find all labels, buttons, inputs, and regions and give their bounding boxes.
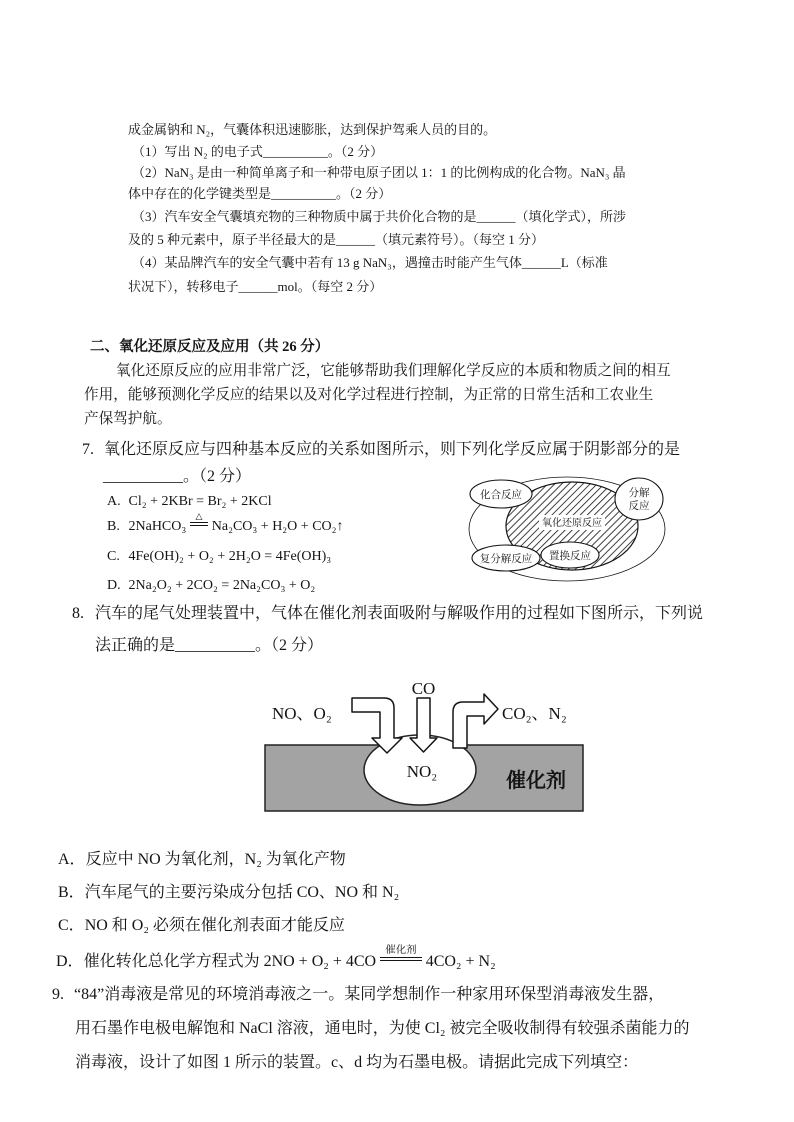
outflow-gases-label: CO₂、N₂ [502, 704, 567, 723]
option-b [58, 883, 399, 902]
equation: 4Fe(OH)₂ + O₂ + 2H₂O = 4Fe(OH)₃ [128, 549, 332, 564]
question-number: 7. [82, 441, 94, 458]
option-label: B. [107, 519, 120, 534]
sub-question-2-cont: 体中存在的化学键类型是__________。（2 分） [128, 186, 392, 201]
displacement-label: 置换反应 [549, 551, 591, 562]
question-number: 8. [72, 605, 84, 622]
option-text: 汽车尾气的主要污染成分包括 CO、NO 和 N₂ [84, 884, 400, 901]
question-9-text: 消毒液，设计了如图 1 所示的装置。c、d 均为石墨电极。请据此完成下列填空： [75, 1054, 639, 1071]
option-label: D． [56, 953, 84, 970]
condition-label: 催化剂 [385, 945, 417, 957]
question-8-answer-blank: 法正确的是__________。（2 分） [95, 637, 324, 654]
equals-sign [380, 957, 422, 961]
combination-label: 化合反应 [480, 490, 522, 501]
option-label: B． [58, 884, 85, 901]
option-a [107, 494, 272, 511]
question-text: 氧化还原反应与四种基本反应的关系如图所示，则下列化学反应属于阴影部分的是 [104, 441, 681, 458]
catalyst-condition-sign [380, 945, 422, 961]
question-number: 9. [52, 986, 64, 1003]
question-text: 汽车的尾气处理装置中，气体在催化剂表面吸附与解吸作用的过程如下图所示，下列说 [95, 605, 704, 622]
question-9-stem [52, 985, 664, 1004]
redox-label: 氧化还原反应 [542, 518, 602, 529]
decomposition-label: 分解 [628, 488, 650, 499]
intro-line: 氧化还原反应的应用非常广泛，它能够帮助我们理解化学反应的本质和物质之间的相互 [116, 363, 671, 379]
option-c [58, 916, 345, 935]
intro-line: 作用，能够预测化学反应的结果以及对化学过程进行控制，为正常的日常生活和工农业生 [84, 387, 654, 403]
option-label: D. [107, 578, 121, 593]
option-a [58, 850, 346, 869]
question-7-answer-blank: __________。（2 分） [103, 468, 252, 485]
sub-question-2: （2）NaN₃ 是由一种简单离子和一种带电原子团以 1：1 的比例构成的化合物。NaN₃ 晶 [132, 165, 626, 180]
no2-label: NO₂ [406, 762, 438, 781]
equation: 2Na₂O₂ + 2CO₂ = 2Na₂CO₃ + O₂ [128, 578, 316, 593]
equation-products: 4CO₂ + N₂ [425, 953, 496, 970]
catalyst-label: 催化剂 [506, 770, 566, 792]
question-text: “84”消毒液是常见的环境消毒液之一。某同学想制作一种家用环保型消毒液发生器， [74, 986, 665, 1003]
desorb-arrow-icon [453, 694, 498, 748]
sub-question-3-cont: 及的 5 种元素中，原子半径最大的是______（填元素符号）。（每空 1 分） [128, 232, 545, 247]
sub-question-3: （3）汽车安全气囊填充物的三种物质中属于共价化合物的是______（填化学式），所涉 [132, 209, 627, 224]
option-b [107, 511, 344, 536]
option-c [107, 549, 331, 566]
option-label: C． [58, 917, 85, 934]
equals-sign [190, 522, 208, 526]
inflow-gases-label: NO、O₂ [272, 704, 332, 723]
equation-reactants: 2NaHCO₃ [128, 519, 187, 534]
reaction-type-venn-diagram [465, 474, 670, 586]
double-displacement-label: 复分解反应 [479, 554, 533, 565]
decomposition-ellipse [615, 478, 663, 520]
co-label: CO [411, 679, 436, 698]
heating-condition-sign [190, 511, 208, 526]
catalytic-converter-diagram [262, 672, 587, 817]
decomposition-label: 反应 [628, 501, 650, 512]
option-label: A. [107, 494, 121, 509]
option-text: 反应中 NO 为氧化剂，N₂ 为氧化产物 [85, 851, 346, 868]
question-7-stem [82, 440, 680, 459]
section-title: 二、氧化还原反应及应用（共 26 分） [90, 339, 330, 355]
option-d [56, 945, 496, 971]
sub-question-4: （4）某品牌汽车的安全气囊中若有 13 g NaN₃，遇撞击时能产生气体______L（标准 [132, 255, 608, 270]
option-d [107, 578, 315, 595]
question-8-stem [72, 604, 703, 623]
equation-products: Na₂CO₃ + H₂O + CO₂↑ [211, 519, 344, 534]
option-text: NO 和 O₂ 必须在催化剂表面才能反应 [84, 917, 345, 934]
option-label: A． [58, 851, 86, 868]
text-line: 成金属钠和 N₂，气囊体积迅速膨胀，达到保护驾乘人员的目的。 [128, 122, 497, 137]
sub-question-4-cont: 状况下），转移电子______mol。（每空 2 分） [128, 279, 383, 294]
option-label: C. [107, 549, 120, 564]
equation-reactants: 催化转化总化学方程式为 2NO + O₂ + 4CO [83, 953, 377, 970]
question-9-text: 用石墨作电极电解饱和 NaCl 溶液，通电时，为使 Cl₂ 被完全吸收制得有较强杀菌能力的 [75, 1020, 690, 1037]
heat-triangle-icon: △ [195, 511, 203, 522]
sub-question-1: （1）写出 N₂ 的电子式__________。（2 分） [132, 144, 384, 159]
intro-line: 产保驾护航。 [84, 411, 172, 427]
equation: Cl₂ + 2KBr = Br₂ + 2KCl [128, 494, 272, 509]
